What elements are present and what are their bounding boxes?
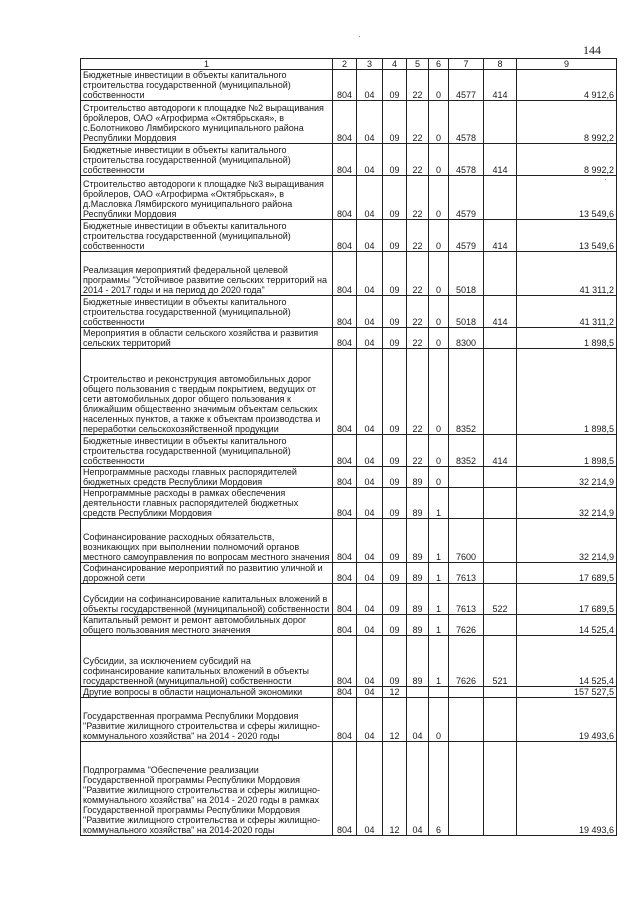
expense-type-cell — [484, 101, 517, 144]
admin-code-cell: 804 — [333, 467, 357, 488]
row-name-cell: Бюджетные инвестиции в объекты капитального строительства государственной (муниципальной) собственности — [81, 144, 333, 176]
program-cell: 89 — [407, 563, 429, 584]
row-name-cell: Бюджетные инвестиции в объекты капитального строительства государственной (муниципальной) собственности — [81, 296, 333, 328]
section-cell: 04 — [357, 636, 383, 687]
target-code-cell — [449, 488, 484, 519]
expense-type-cell: 522 — [484, 584, 517, 615]
table-row — [81, 252, 617, 296]
admin-code-cell: 804 — [333, 584, 357, 615]
table-row — [81, 101, 617, 144]
target-code-cell: 5018 — [449, 252, 484, 296]
amount-cell: 1 898,5 — [517, 328, 617, 349]
target-code-cell: 7626 — [449, 615, 484, 636]
program-cell: 22 — [407, 328, 429, 349]
row-name-cell: Бюджетные инвестиции в объекты капитального строительства государственной (муниципальной) собственности — [81, 220, 333, 252]
program-cell: 89 — [407, 615, 429, 636]
amount-cell: 32 214,9 — [517, 467, 617, 488]
expense-type-cell: 414 — [484, 220, 517, 252]
program-cell: 22 — [407, 101, 429, 144]
subprogram-cell: 1 — [429, 615, 449, 636]
subsection-cell: 09 — [383, 636, 407, 687]
column-header-6: 6 — [429, 59, 449, 70]
section-cell: 04 — [357, 698, 383, 742]
section-cell: 04 — [357, 70, 383, 101]
program-cell — [407, 687, 429, 698]
section-cell: 04 — [357, 563, 383, 584]
row-name-cell: Бюджетные инвестиции в объекты капитального строительства государственной (муниципальной) собственности — [81, 435, 333, 467]
table-row — [81, 296, 617, 328]
expense-type-cell — [484, 328, 517, 349]
program-cell: 22 — [407, 296, 429, 328]
program-cell: 22 — [407, 349, 429, 435]
column-header-2: 2 — [333, 59, 357, 70]
amount-cell: 19 493,6 — [517, 698, 617, 742]
amount-cell: 157 527,5 — [517, 687, 617, 698]
subsection-cell: 09 — [383, 467, 407, 488]
subprogram-cell: 0 — [429, 220, 449, 252]
amount-cell: 13 549,6 — [517, 176, 617, 220]
section-cell: 04 — [357, 328, 383, 349]
column-header-4: 4 — [383, 59, 407, 70]
column-header-7: 7 — [449, 59, 484, 70]
row-name-cell: Государственная программа Республики Мордовия "Развитие жилищного строительства и сферы жилищно-коммунального хозяйства" на 2014 - 2020 годы — [81, 698, 333, 742]
subprogram-cell: 0 — [429, 144, 449, 176]
amount-cell: 14 525,4 — [517, 636, 617, 687]
table-row — [81, 563, 617, 584]
subsection-cell: 12 — [383, 698, 407, 742]
target-code-cell: 8352 — [449, 349, 484, 435]
amount-cell: 19 493,6 — [517, 742, 617, 836]
amount-cell: 17 689,5 — [517, 584, 617, 615]
amount-cell: 4 912,6 — [517, 70, 617, 101]
subprogram-cell: 1 — [429, 636, 449, 687]
table-row — [81, 698, 617, 742]
section-cell: 04 — [357, 435, 383, 467]
amount-cell: 8 992,2 — [517, 101, 617, 144]
target-code-cell: 5018 — [449, 296, 484, 328]
admin-code-cell: 804 — [333, 349, 357, 435]
section-cell: 04 — [357, 584, 383, 615]
program-cell: 89 — [407, 488, 429, 519]
column-header-3: 3 — [357, 59, 383, 70]
table-row — [81, 349, 617, 435]
row-name-cell: Непрограммные расходы в рамках обеспечения деятельности главных распорядителей бюджетных средств Республики Мордовия — [81, 488, 333, 519]
amount-cell: 14 525,4 — [517, 615, 617, 636]
table-row — [81, 584, 617, 615]
budget-table — [80, 58, 617, 836]
table-row — [81, 328, 617, 349]
amount-cell: 1 898,5 — [517, 349, 617, 435]
expense-type-cell: 414 — [484, 144, 517, 176]
subprogram-cell: 0 — [429, 101, 449, 144]
target-code-cell: 7613 — [449, 584, 484, 615]
admin-code-cell: 804 — [333, 698, 357, 742]
row-name-cell: Реализация мероприятий федеральной целевой программы "Устойчивое развитие сельских территорий на 2014 - 2017 годы и на период до 2020 года" — [81, 252, 333, 296]
table-row — [81, 519, 617, 563]
table-row — [81, 144, 617, 176]
expense-type-cell — [484, 698, 517, 742]
amount-cell: 32 214,9 — [517, 519, 617, 563]
target-code-cell: 4578 — [449, 144, 484, 176]
program-cell: 89 — [407, 636, 429, 687]
expense-type-cell: 521 — [484, 636, 517, 687]
row-name-cell: Бюджетные инвестиции в объекты капитального строительства государственной (муниципальной) собственности — [81, 70, 333, 101]
program-cell: 22 — [407, 252, 429, 296]
table-row — [81, 615, 617, 636]
row-name-cell: Другие вопросы в области национальной экономики — [81, 687, 333, 698]
subsection-cell: 12 — [383, 687, 407, 698]
admin-code-cell: 804 — [333, 615, 357, 636]
table-row — [81, 176, 617, 220]
expense-type-cell — [484, 742, 517, 836]
subprogram-cell: 0 — [429, 698, 449, 742]
program-cell: 22 — [407, 70, 429, 101]
expense-type-cell — [484, 467, 517, 488]
expense-type-cell — [484, 252, 517, 296]
column-header-8: 8 — [484, 59, 517, 70]
section-cell: 04 — [357, 220, 383, 252]
program-cell: 22 — [407, 176, 429, 220]
subprogram-cell: 1 — [429, 488, 449, 519]
section-cell: 04 — [357, 615, 383, 636]
expense-type-cell — [484, 349, 517, 435]
subprogram-cell: 0 — [429, 176, 449, 220]
amount-cell: 41 311,2 — [517, 252, 617, 296]
table-row — [81, 467, 617, 488]
column-header-1: 1 — [81, 59, 333, 70]
target-code-cell — [449, 698, 484, 742]
admin-code-cell: 804 — [333, 328, 357, 349]
table-row — [81, 687, 617, 698]
admin-code-cell: 804 — [333, 563, 357, 584]
section-cell: 04 — [357, 488, 383, 519]
expense-type-cell: 414 — [484, 435, 517, 467]
target-code-cell: 7613 — [449, 563, 484, 584]
table-body — [81, 70, 617, 836]
target-code-cell: 7626 — [449, 636, 484, 687]
section-cell: 04 — [357, 144, 383, 176]
admin-code-cell: 804 — [333, 636, 357, 687]
scan-mark: · — [604, 175, 607, 184]
subprogram-cell: 0 — [429, 296, 449, 328]
admin-code-cell: 804 — [333, 296, 357, 328]
subprogram-cell: 0 — [429, 349, 449, 435]
subsection-cell: 09 — [383, 328, 407, 349]
admin-code-cell: 804 — [333, 252, 357, 296]
row-name-cell: Софинансирование расходных обязательств, возникающих при выполнении полномочий органов местного самоуправления по вопросам местного значения — [81, 519, 333, 563]
column-header-5: 5 — [407, 59, 429, 70]
program-cell: 89 — [407, 519, 429, 563]
table-row — [81, 742, 617, 836]
expense-type-cell — [484, 176, 517, 220]
table-row — [81, 435, 617, 467]
subsection-cell: 09 — [383, 70, 407, 101]
subprogram-cell: 6 — [429, 742, 449, 836]
subprogram-cell: 0 — [429, 70, 449, 101]
subprogram-cell: 0 — [429, 252, 449, 296]
target-code-cell: 8352 — [449, 435, 484, 467]
section-cell: 04 — [357, 467, 383, 488]
program-cell: 22 — [407, 220, 429, 252]
program-cell: 04 — [407, 698, 429, 742]
target-code-cell — [449, 467, 484, 488]
subprogram-cell: 1 — [429, 519, 449, 563]
program-cell: 04 — [407, 742, 429, 836]
amount-cell: 17 689,5 — [517, 563, 617, 584]
admin-code-cell: 804 — [333, 687, 357, 698]
amount-cell: 8 992,2 — [517, 144, 617, 176]
column-header-9: 9 — [517, 59, 617, 70]
subsection-cell: 09 — [383, 144, 407, 176]
admin-code-cell: 804 — [333, 220, 357, 252]
row-name-cell: Подпрограмма "Обеспечение реализации Государственной программы Республики Мордовия "Развитие жилищного строительства и сферы жилищно-коммунального хозяйства" на 2014 - 2020 годы в рамках Государственной программы Республики Мордовия "Развитие жилищного строительства и сферы жилищно-коммунального хозяйства" на 2014-2020 годы — [81, 742, 333, 836]
subsection-cell: 12 — [383, 742, 407, 836]
target-code-cell: 8300 — [449, 328, 484, 349]
admin-code-cell: 804 — [333, 144, 357, 176]
section-cell: 04 — [357, 101, 383, 144]
admin-code-cell: 804 — [333, 742, 357, 836]
section-cell: 04 — [357, 349, 383, 435]
admin-code-cell: 804 — [333, 519, 357, 563]
subsection-cell: 09 — [383, 220, 407, 252]
expense-type-cell — [484, 488, 517, 519]
expense-type-cell — [484, 687, 517, 698]
row-name-cell: Субсидии, за исключением субсидий на софинансирование капитальных вложений в объекты государственной (муниципальной) собственности — [81, 636, 333, 687]
table-row — [81, 70, 617, 101]
section-cell: 04 — [357, 687, 383, 698]
expense-type-cell: 414 — [484, 296, 517, 328]
expense-type-cell — [484, 615, 517, 636]
table-row — [81, 488, 617, 519]
table-row — [81, 636, 617, 687]
row-name-cell: Субсидии на софинансирование капитальных вложений в объекты государственной (муниципальной) собственности — [81, 584, 333, 615]
subsection-cell: 09 — [383, 584, 407, 615]
program-cell: 22 — [407, 435, 429, 467]
row-name-cell: Мероприятия в области сельского хозяйства и развития сельских территорий — [81, 328, 333, 349]
section-cell: 04 — [357, 742, 383, 836]
table-row — [81, 220, 617, 252]
subprogram-cell: 0 — [429, 328, 449, 349]
row-name-cell: Строительство автодороги к площадке №2 выращивания бройлеров, ОАО «Агрофирма «Октябрьская», в с.Болотниково Лямбирского муниципального района Республики Мордовия — [81, 101, 333, 144]
section-cell: 04 — [357, 176, 383, 220]
page-number: 144 — [583, 43, 601, 57]
expense-type-cell: 414 — [484, 70, 517, 101]
target-code-cell — [449, 687, 484, 698]
admin-code-cell: 804 — [333, 70, 357, 101]
program-cell: 89 — [407, 467, 429, 488]
subprogram-cell: 1 — [429, 584, 449, 615]
scan-mark: · — [358, 32, 361, 41]
row-name-cell: Капитальный ремонт и ремонт автомобильных дорог общего пользования местного значения — [81, 615, 333, 636]
subprogram-cell: 0 — [429, 467, 449, 488]
header-row — [81, 59, 617, 70]
expense-type-cell — [484, 563, 517, 584]
section-cell: 04 — [357, 519, 383, 563]
admin-code-cell: 804 — [333, 176, 357, 220]
admin-code-cell: 804 — [333, 101, 357, 144]
row-name-cell: Строительство и реконструкция автомобильных дорог общего пользования с твердым покрытием, ведущих от сети автомобильных дорог общего пользования к ближайшим общественно значимым объектам сельских населенных пунктов, а также к объектам производства и переработки сельскохозяйственной продукции — [81, 349, 333, 435]
target-code-cell: 4577 — [449, 70, 484, 101]
target-code-cell: 4579 — [449, 220, 484, 252]
subsection-cell: 09 — [383, 615, 407, 636]
target-code-cell: 4578 — [449, 101, 484, 144]
subsection-cell: 09 — [383, 101, 407, 144]
subsection-cell: 09 — [383, 349, 407, 435]
target-code-cell — [449, 742, 484, 836]
amount-cell: 1 898,5 — [517, 435, 617, 467]
subsection-cell: 09 — [383, 563, 407, 584]
subprogram-cell — [429, 687, 449, 698]
amount-cell: 32 214,9 — [517, 488, 617, 519]
admin-code-cell: 804 — [333, 488, 357, 519]
subsection-cell: 09 — [383, 176, 407, 220]
program-cell: 22 — [407, 144, 429, 176]
subsection-cell: 09 — [383, 435, 407, 467]
section-cell: 04 — [357, 296, 383, 328]
row-name-cell: Софинансирование мероприятий по развитию уличной и дорожной сети — [81, 563, 333, 584]
admin-code-cell: 804 — [333, 435, 357, 467]
subsection-cell: 09 — [383, 296, 407, 328]
program-cell: 89 — [407, 584, 429, 615]
row-name-cell: Строительство автодороги к площадке №3 выращивания бройлеров, ОАО «Агрофирма «Октябрьская», в д.Масловка Лямбирского муниципального района Республики Мордовия — [81, 176, 333, 220]
amount-cell: 41 311,2 — [517, 296, 617, 328]
subsection-cell: 09 — [383, 488, 407, 519]
section-cell: 04 — [357, 252, 383, 296]
target-code-cell: 4579 — [449, 176, 484, 220]
subsection-cell: 09 — [383, 252, 407, 296]
amount-cell: 13 549,6 — [517, 220, 617, 252]
target-code-cell: 7600 — [449, 519, 484, 563]
subsection-cell: 09 — [383, 519, 407, 563]
subprogram-cell: 1 — [429, 563, 449, 584]
subprogram-cell: 0 — [429, 435, 449, 467]
expense-type-cell — [484, 519, 517, 563]
row-name-cell: Непрограммные расходы главных распорядителей бюджетных средств Республики Мордовия — [81, 467, 333, 488]
